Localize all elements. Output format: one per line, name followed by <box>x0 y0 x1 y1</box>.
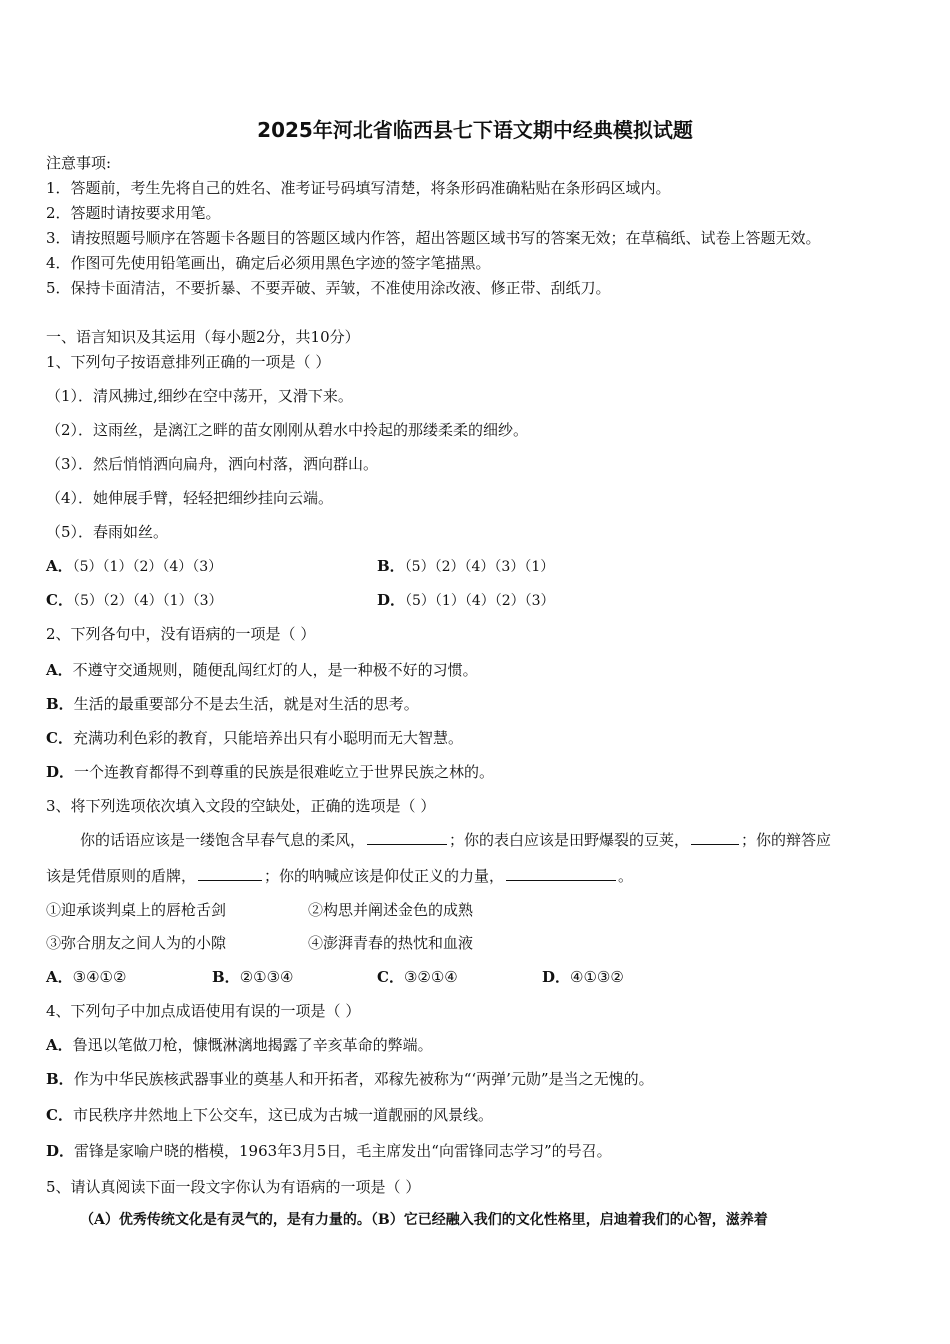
answer-blank <box>506 866 616 881</box>
q4-option-a: A．鲁迅以笔做刀枪，慷慨淋漓地揭露了辛亥革命的弊端。 <box>46 1036 433 1054</box>
notice-item: 5．保持卡面清洁，不要折暴、不要弄破、弄皱，不准使用涂改液、修正带、刮纸刀。 <box>46 279 611 297</box>
q3-choice: ④澎湃青春的热忱和血液 <box>308 934 474 952</box>
q4-option-b: B．作为中华民族核武器事业的奠基人和开拓者，邓稼先被称为“‘两弹’元勋”是当之无愧的。 <box>46 1070 654 1088</box>
q3-choice: ②构思并阐述金色的成熟 <box>308 901 474 919</box>
q3-option-b: B．②①③④ <box>212 968 294 986</box>
q1-sentence: （4）．她伸展手臂，轻轻把细纱挂向云端。 <box>46 489 334 507</box>
q3-option-c: C．③②①④ <box>377 968 458 986</box>
q1-option-a: A．（5）（1）（2）（4）（3） <box>46 557 223 575</box>
q3-passage-line: 你的话语应该是一缕饱含早春气息的柔风， ；你的表白应该是田野爆裂的豆荚， ；你的辩答应 <box>80 831 832 849</box>
q2-option-c: C．充满功利色彩的教育，只能培养出只有小聪明而无大智慧。 <box>46 729 463 747</box>
answer-blank <box>198 866 262 881</box>
q3-passage-line: 该是凭借原则的盾牌， ；你的呐喊应该是仰仗正义的力量， 。 <box>46 867 634 885</box>
notice-heading: 注意事项: <box>46 154 112 172</box>
q1-option-b: B．（5）（2）（4）（3）（1） <box>377 557 555 575</box>
q1-sentence: （1）．清风拂过,细纱在空中荡开，又滑下来。 <box>46 387 353 405</box>
q1-sentence: （2）．这雨丝，是漓江之畔的苗女刚刚从碧水中拎起的那缕柔柔的细纱。 <box>46 421 529 439</box>
notice-item: 2．答题时请按要求用笔。 <box>46 204 221 222</box>
q1-sentence: （5）．春雨如丝。 <box>46 523 169 541</box>
q4-option-c: C．市民秩序井然地上下公交车，这已成为古城一道靓丽的风景线。 <box>46 1106 493 1124</box>
q1-option-d: D．（5）（1）（4）（2）（3） <box>377 591 555 609</box>
q4-option-d: D．雷锋是家喻户晓的楷模，1963年3月5日，毛主席发出“向雷锋同志学习”的号召。 <box>46 1142 612 1160</box>
q3-choice: ①迎承谈判桌上的唇枪舌剑 <box>46 901 227 919</box>
answer-blank <box>691 830 739 845</box>
q1-sentence: （3）．然后悄悄洒向扁舟，洒向村落，洒向群山。 <box>46 455 379 473</box>
question-stem: 3、将下列选项依次填入文段的空缺处，正确的选项是（ ） <box>46 797 436 815</box>
q1-option-c: C．（5）（2）（4）（1）（3） <box>46 591 223 609</box>
q2-option-d: D．一个连教育都得不到尊重的民族是很难屹立于世界民族之林的。 <box>46 763 495 781</box>
page-title: 2025年河北省临西县七下语文期中经典模拟试题 <box>257 118 693 142</box>
q3-option-d: D．④①③② <box>542 968 624 986</box>
notice-item: 3．请按照题号顺序在答题卡各题目的答题区域内作答，超出答题区域书写的答案无效；在草稿纸、试卷上答题无效。 <box>46 229 821 247</box>
question-stem: 1、下列句子按语意排列正确的一项是（ ） <box>46 353 331 371</box>
section-heading: 一、语言知识及其运用（每小题2分，共10分） <box>46 328 360 346</box>
q2-option-a: A．不遵守交通规则，随便乱闯红灯的人，是一种极不好的习惯。 <box>46 661 478 679</box>
question-stem: 5、请认真阅读下面一段文字你认为有语病的一项是（ ） <box>46 1178 421 1196</box>
q3-option-a: A．③④①② <box>46 968 127 986</box>
q3-choice: ③弥合朋友之间人为的小隙 <box>46 934 227 952</box>
answer-blank <box>367 830 447 845</box>
question-stem: 4、下列句子中加点成语使用有误的一项是（ ） <box>46 1002 361 1020</box>
q5-passage: （A）优秀传统文化是有灵气的，是有力量的。（B）它已经融入我们的文化性格里，启迪着我们的心智，滋养着 <box>80 1212 768 1228</box>
q2-option-b: B．生活的最重要部分不是去生活，就是对生活的思考。 <box>46 695 419 713</box>
notice-item: 1．答题前，考生先将自己的姓名、准考证号码填写清楚，将条形码准确粘贴在条形码区域内。 <box>46 179 671 197</box>
notice-item: 4．作图可先使用铅笔画出，确定后必须用黑色字迹的签字笔描黑。 <box>46 254 491 272</box>
question-stem: 2、下列各句中，没有语病的一项是（ ） <box>46 625 316 643</box>
